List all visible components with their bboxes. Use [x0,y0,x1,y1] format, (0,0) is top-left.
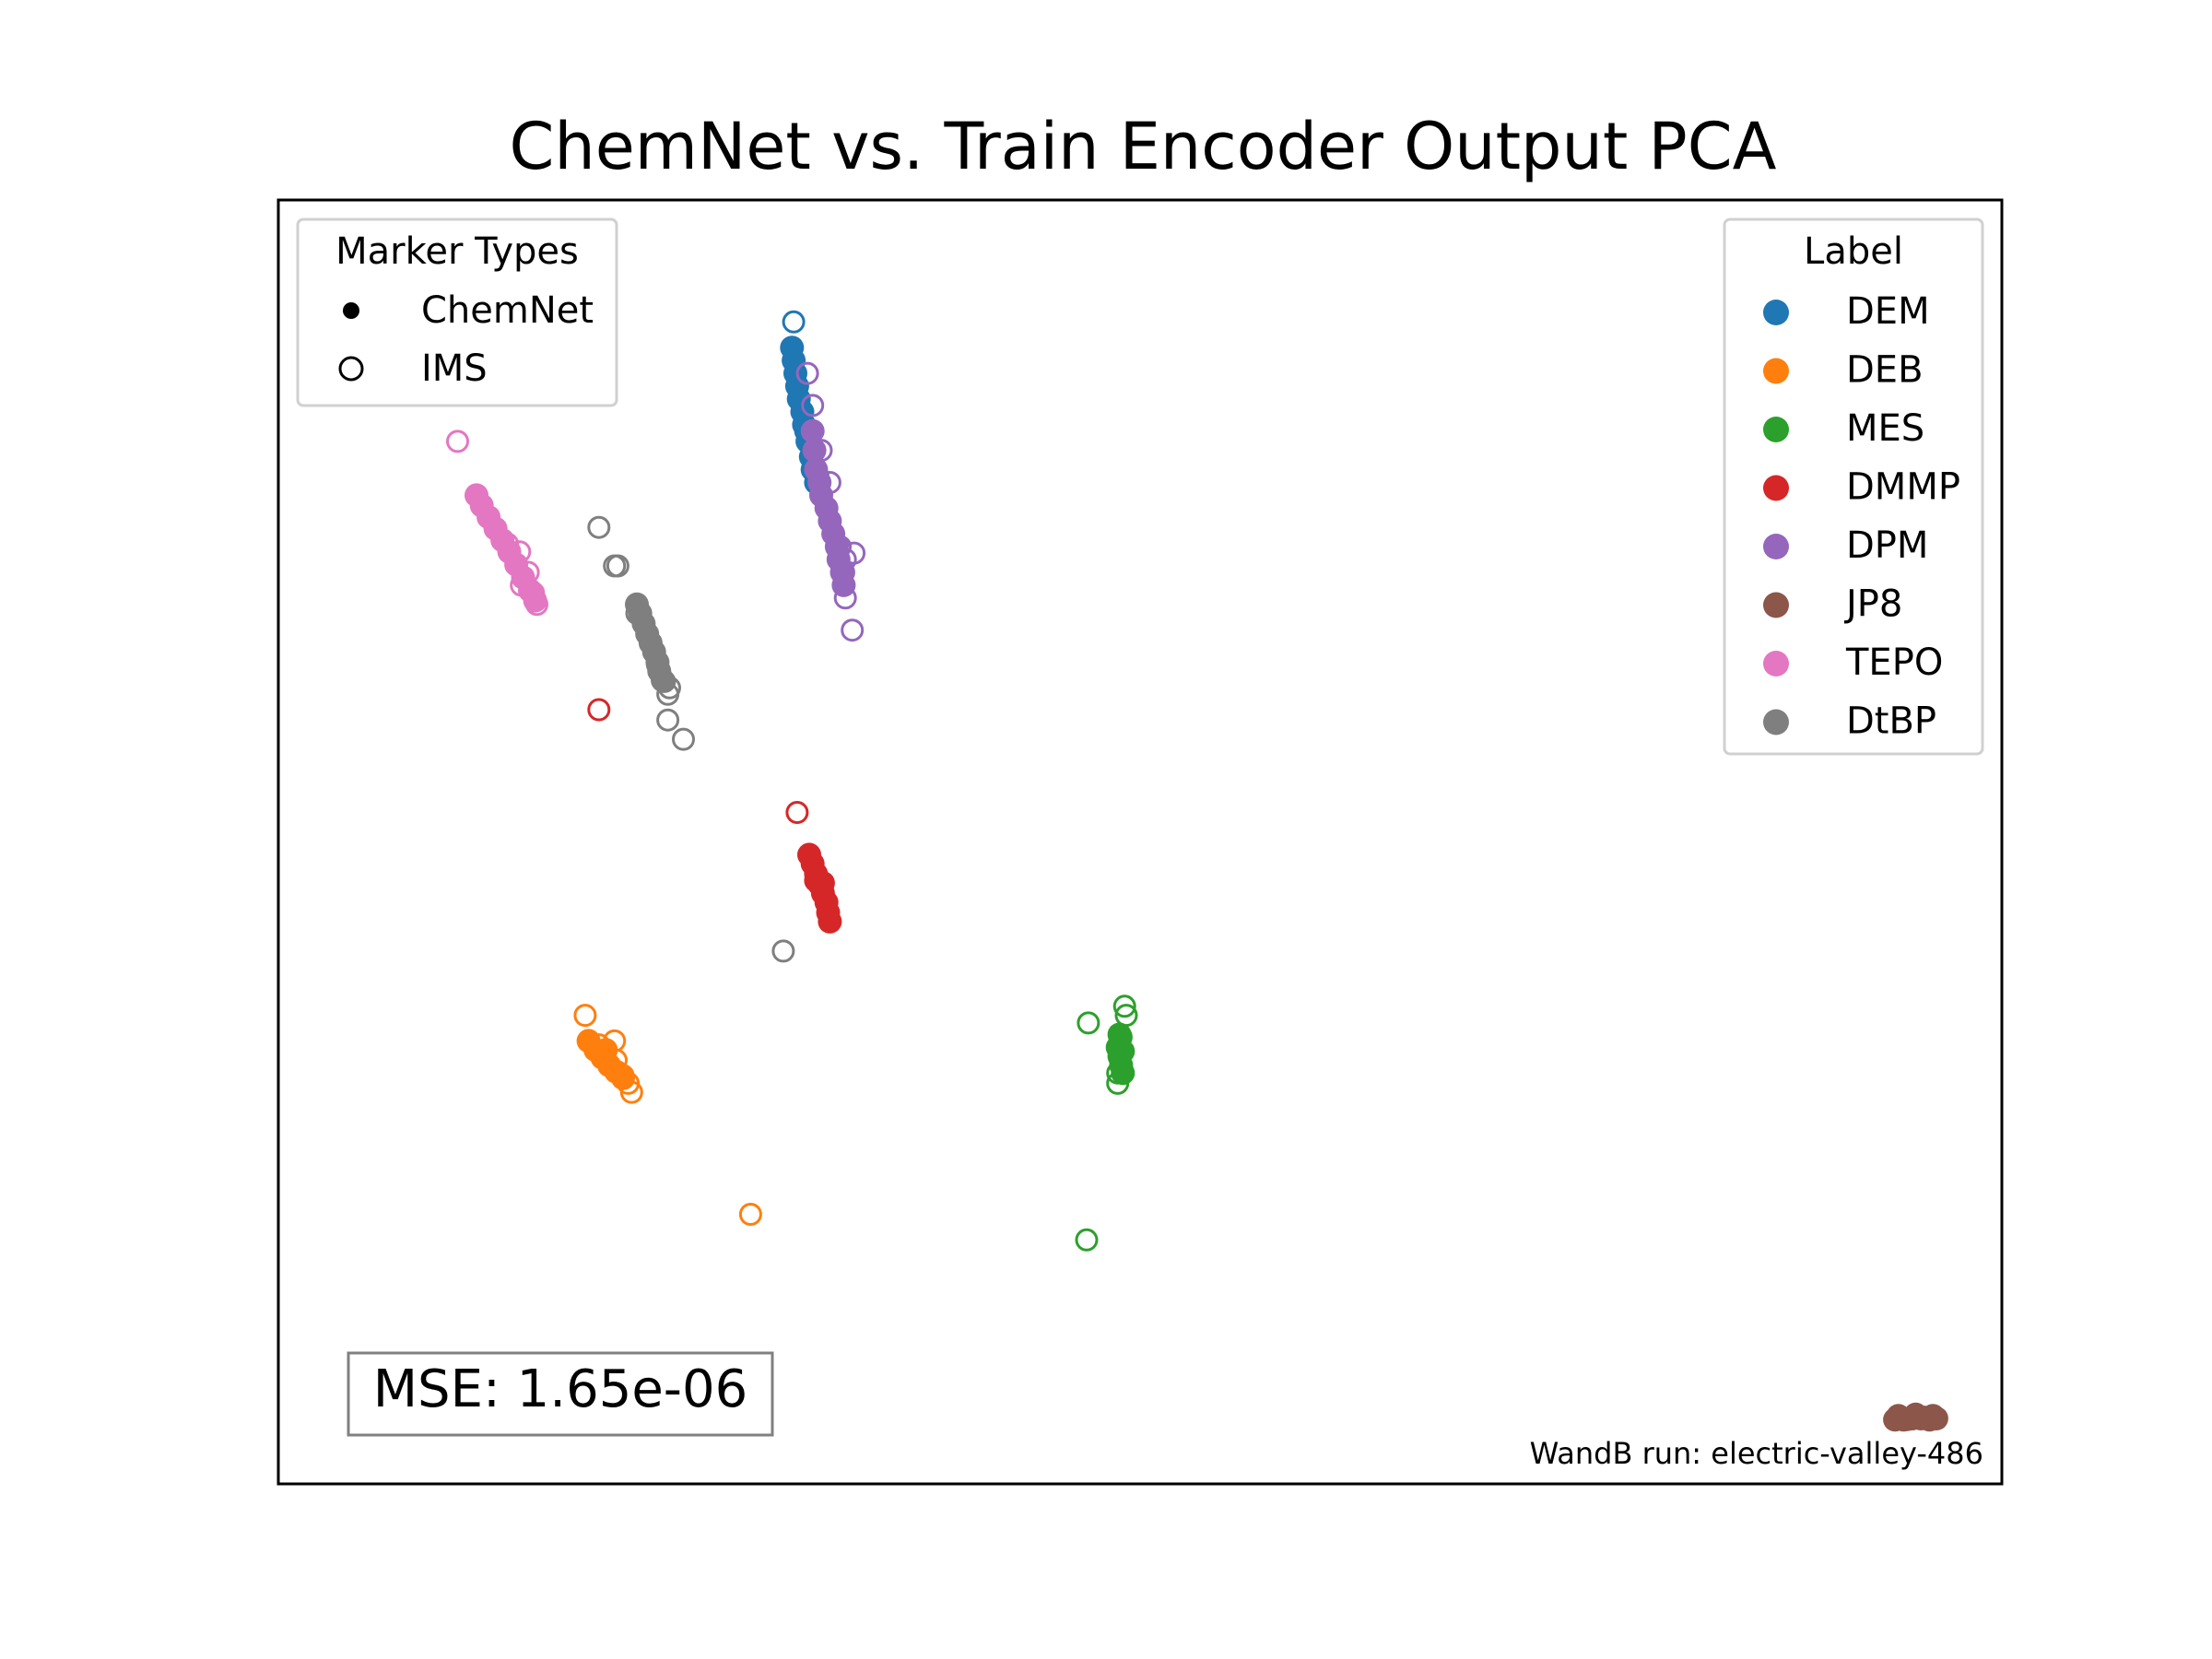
legend-label-tepo: TEPO [1846,641,1944,684]
legend-swatch-deb [1763,359,1789,384]
legend-label-dtbp: DtBP [1846,700,1937,743]
legend-swatch-dpm [1763,534,1789,559]
legend-label-dpm: DPM [1846,524,1929,567]
dmmp-chemnet-point-7 [818,910,841,934]
legend-swatch-dtbp [1763,710,1789,735]
mse-annotation [348,1353,772,1435]
marker-legend-title: Marker Types [335,230,579,273]
mse-text: MSE: 1.65e-06 [372,1359,748,1419]
legend-label-jp8: JP8 [1846,582,1903,626]
marker-legend [298,219,617,406]
legend-swatch-mes [1763,417,1789,442]
dmmp-chemnet-point-9 [811,871,835,895]
legend-swatch-dem [1763,300,1789,325]
legend-swatch-tepo [1763,651,1789,677]
label-legend-title: Label [1804,230,1903,273]
wandb-run-text: WandB run: electric-valley-486 [1529,1436,1983,1471]
marker-legend-entry-chemnet: ChemNet [421,289,594,332]
legend-label-mes: MES [1846,407,1925,450]
chart-title: ChemNet vs. Train Encoder Output PCA [509,109,1777,184]
legend-label-dem: DEM [1846,290,1930,333]
label-legend [1724,219,1983,754]
filled-marker-swatch [343,302,359,319]
legend-label-deb: DEB [1846,348,1924,392]
legend-label-dmmp: DMMP [1846,465,1960,509]
marker-legend-entry-ims: IMS [421,347,488,390]
legend-swatch-jp8 [1763,593,1789,618]
legend-swatch-dmmp [1763,476,1789,501]
